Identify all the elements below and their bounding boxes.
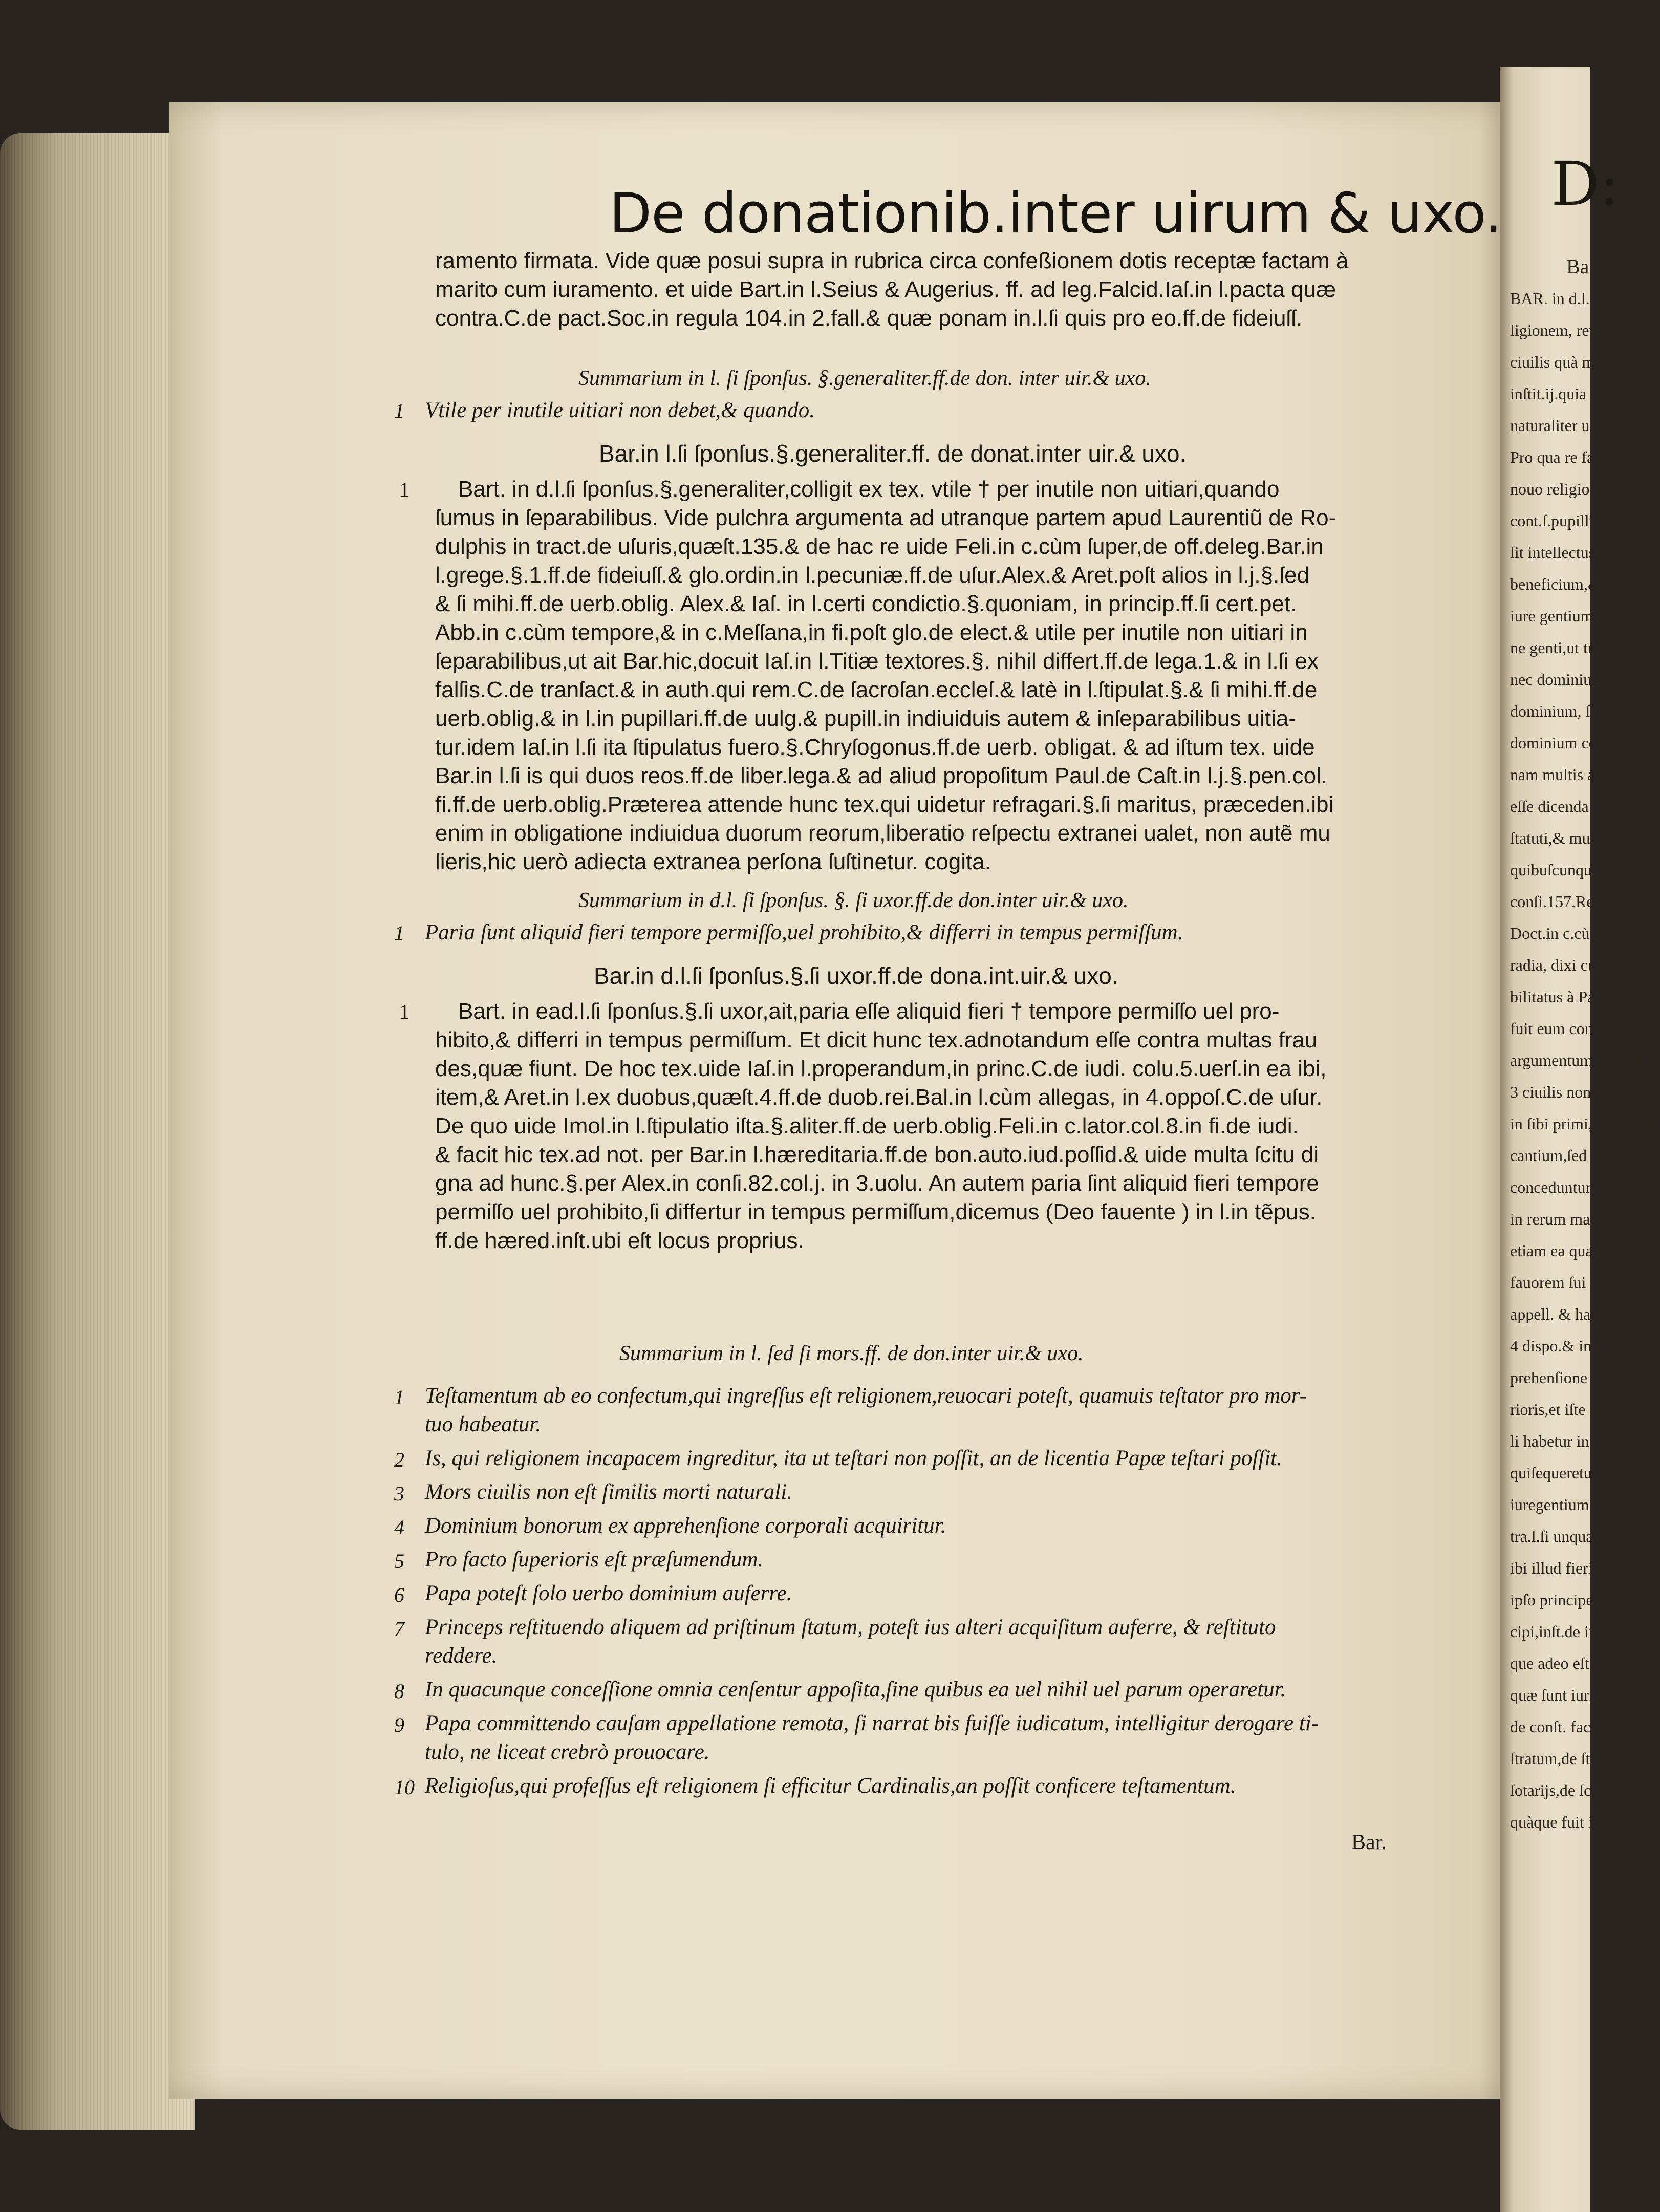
facing-page-line: bilitatus à Papa,con — [1510, 987, 1638, 1006]
facing-page-line: fuit eum condidiſſe. — [1510, 1019, 1639, 1038]
body-line: l.grege.§.1.ff.de fideiuſſ.& glo.ordin.in l.pecuniæ.ff.de uſur.Alex.& Aret.poſt alios in l.j.§.ſed — [435, 563, 1310, 588]
facing-page-line: Doct.in c.cùm ad m — [1510, 924, 1639, 942]
facing-page-line: cont.ſ.pupillum pro — [1510, 511, 1636, 530]
running-head: De donationib.inter uirum & uxo. — [609, 182, 1502, 246]
facing-page-line: inſtit.ij.quia religioſu — [1510, 384, 1646, 403]
facing-page-line: conſi.157.Reuerend — [1510, 892, 1639, 911]
summary-number: 1 — [394, 1386, 404, 1409]
body-number: 1 — [399, 1000, 409, 1023]
facing-page-line: li habetur in l.G — [1510, 1432, 1614, 1450]
body-line: De quo uide Imol.in l.ſtipulatio iſta.§.aliter.ff.de uerb.oblig.Feli.in c.lator.col.8.in fi.de iudi. — [435, 1113, 1299, 1139]
summary-number: 1 — [394, 921, 404, 944]
facing-page-line: ſotarijs,de ſchiſm. — [1510, 1781, 1625, 1799]
facing-page-line: nam multis argumentis — [1510, 765, 1660, 784]
body-line: des,quæ fiunt. De hoc tex.uide Iaſ.in l.properandum,in princ.C.de iudi. colu.5.uerſ.in ea ibi, — [435, 1056, 1327, 1081]
body-line: & ſi mihi.ff.de uerb.oblig. Alex.& Iaſ. in l.certi condictio.§.quoniam, in princip.ff.ſi cert.pet. — [435, 591, 1297, 616]
body-line: lieris,hic uerò adiecta extranea perſona ſuſtinetur. cogita. — [435, 849, 991, 874]
facing-page-line: ſtatuti,& mutandi prin — [1510, 829, 1653, 847]
facing-page-line: cipi,inſt.de iur. — [1510, 1622, 1606, 1641]
facing-page-line: dominium corporalia — [1510, 734, 1648, 752]
facing-page-line: rioris,et iſte eſt — [1510, 1400, 1606, 1419]
facing-page-line: ibi illud fieri e — [1510, 1559, 1604, 1577]
summary-item: Pro facto ſuperioris eſt præſumendum. — [425, 1548, 764, 1572]
body-line: contra.C.de pact.Soc.in regula 104.in 2.fall.& quæ ponam in.l.ſi quis pro eo.ff.de fideiuſſ. — [435, 306, 1303, 331]
body-line: Bart. in ead.l.ſi ſponſus.§.ſi uxor,ait,paria eſſe aliquid fieri † tempore permiſſo uel pro- — [458, 999, 1280, 1024]
facing-page-line: 4 dispo.& in l.cùm p — [1510, 1337, 1645, 1355]
summary-number: 2 — [394, 1448, 404, 1471]
catchword: Bar. — [1351, 1831, 1387, 1854]
facing-page-line: quiſequeretur e — [1510, 1464, 1609, 1482]
section-heading: Bar.in l.ſi ſponſus.§.generaliter.ff. de donat.inter uir.& uxo. — [599, 440, 1187, 467]
summary-item: Mors ciuilis non eſt ſimilis morti naturali. — [425, 1480, 792, 1504]
body-line: permiſſo uel prohibito,ſi differtur in tempus permiſſum,dicemus (Deo fauente ) in l.in tẽpus. — [435, 1199, 1316, 1225]
body-line: fi.ff.de uerb.oblig.Præterea attende hunc tex.qui uidetur refragari.§.ſi maritus, præceden.ibi — [435, 792, 1334, 817]
facing-page-line: cantium,ſed ita mors c — [1510, 1146, 1656, 1165]
facing-page-line: fauorem ſui poteſtatis, — [1510, 1273, 1654, 1292]
facing-page-line: argumentum ſupra a — [1510, 1051, 1642, 1069]
summary-item: Teſtamentum ab eo confectum,qui ingreſſus eſt religionem,reuocari poteſt, quamuis teſtator pro mor- — [425, 1384, 1307, 1408]
facing-page-line: dominium, ſitum non — [1510, 702, 1649, 720]
summary-item: Papa committendo cauſam appellatione remota, ſi narrat bis fuiſſe iudicatum, intelligitur derogare ti- — [425, 1711, 1319, 1735]
summary-item: In quacunque conceſſione omnia cenſentur appoſita,ſine quibus ea uel nihil uel parum operaretur. — [425, 1678, 1286, 1702]
summary-number: 6 — [394, 1583, 404, 1606]
facing-page-line: ſtratum,de ſtat.mon — [1510, 1749, 1635, 1768]
body-number: 1 — [399, 478, 409, 501]
facing-page-line: iuregentium.l. — [1510, 1495, 1602, 1514]
facing-page-line: naturaliter uiuit, poſſe — [1510, 416, 1653, 435]
body-line: tur.idem Iaſ.in l.ſi ita ſtipulatus fuero.§.Chryſogonus.ff.de uerb. obligat. & ad iſtum tex. uide — [435, 735, 1315, 760]
facing-page-line: prehenſione corp — [1510, 1368, 1621, 1387]
summary-item: tulo, ne liceat crebrò prouocare. — [425, 1740, 710, 1764]
body-line: ff.de hæred.inſt.ubi eſt locus proprius. — [435, 1228, 804, 1253]
summary-number: 4 — [394, 1516, 404, 1539]
facing-page-line: quæ ſunt iuris gent — [1510, 1686, 1633, 1704]
summary-item: reddere. — [425, 1644, 498, 1668]
facing-page-line: 3 ciuilis non eſt ſimili — [1510, 1083, 1651, 1101]
facing-page-line: ipſo principe tan — [1510, 1591, 1618, 1609]
facing-page-line: nouo religioſus poſſi — [1510, 480, 1643, 498]
summary-item: Papa poteſt ſolo uerbo dominium auferre. — [425, 1581, 792, 1605]
summary-number: 10 — [394, 1776, 415, 1799]
section-heading: Bar.in d.l.ſi ſponſus.§.ſi uxor.ff.de dona.int.uir.& uxo. — [594, 962, 1118, 989]
facing-page-line: etiam ea quæ in eius — [1510, 1241, 1644, 1260]
facing-page-line: iure gentium, princep — [1510, 607, 1651, 625]
facing-page-line: nec dominium non — [1510, 670, 1633, 689]
summary-item: Is, qui religionem incapacem ingreditur, ita ut teſtari non poſſit, an de licentia Papæ teſtari poſſit. — [425, 1446, 1282, 1470]
summary-item: Paria ſunt aliquid fieri tempore permiſſo,uel prohibito,& differri in tempus permiſſum. — [425, 920, 1183, 944]
page-edges — [0, 133, 195, 2130]
facing-page-line: de conſt. faciunt tr — [1510, 1717, 1630, 1736]
facing-page-line: ſit intellectus dicen — [1510, 543, 1635, 562]
facing-page-line: Ba — [1566, 255, 1589, 278]
summary-number: 1 — [394, 399, 404, 422]
summary-item: Vtile per inutile uitiari non debet,& quando. — [425, 398, 815, 422]
facing-page-line: eſſe dicenda ſententia — [1510, 797, 1649, 815]
summary-heading: Summarium in l. ſed ſi mors.ff. de don.inter uir.& uxo. — [619, 1342, 1084, 1365]
facing-page-line: beneficium,& hæres il — [1510, 575, 1656, 593]
facing-page-line: que adeo eſt præ — [1510, 1654, 1618, 1672]
facing-page-text — [1510, 251, 1660, 1838]
summary-number: 9 — [394, 1713, 404, 1736]
summary-item: Dominium bonorum ex apprehenſione corporali acquiritur. — [425, 1514, 946, 1538]
summary-item: Princeps reſtituendo aliquem ad priſtinum ſtatum, poteſt ius alteri acquiſitum auferre, & reſtituto — [425, 1615, 1276, 1639]
summary-number: 7 — [394, 1617, 404, 1640]
facing-page-line: radia, dixi cum facit — [1510, 956, 1642, 974]
summary-number: 3 — [394, 1482, 404, 1505]
facing-page-line: BAR. in d.l.ſed ſi — [1510, 289, 1623, 308]
summary-number: 5 — [394, 1550, 404, 1573]
summary-item: Religioſus,qui profeſſus eſt religionem ſi efficitur Cardinalis,an poſſit conficere teſtamentum. — [425, 1774, 1236, 1798]
body-line: dulphis in tract.de uſuris,quæſt.135.& de hac re uide Feli.in c.cùm ſuper,de off.deleg.Bar.in — [435, 534, 1324, 559]
facing-page-line: ligionem, reuocari po — [1510, 321, 1651, 339]
facing-page — [1500, 67, 1660, 2212]
facing-page-line: ne genti,ut traduct — [1510, 638, 1629, 657]
facing-page-line: quibuſcunque,& in q — [1510, 861, 1645, 879]
summary-item: tuo habeatur. — [425, 1412, 541, 1436]
body-line: Bar.in l.ſi is qui duos reos.ff.de liber.lega.& ad aliud propoſitum Paul.de Caſt.in l.j.§.pen.col. — [435, 763, 1328, 788]
facing-page-line: in ſibi primi,& ſecundi — [1510, 1114, 1657, 1133]
body-line: Bart. in d.l.ſi ſponſus.§.generaliter,colligit ex tex. vtile † per inutile non uitiari,quando — [458, 477, 1280, 502]
facing-page-head: D: — [1551, 148, 1620, 219]
body-line: enim in obligatione indiuidua duorum reorum,liberatio reſpectu extranei ualet, non autẽ mu — [435, 821, 1330, 846]
facing-page-line: appell. & habetur in — [1510, 1305, 1641, 1323]
summary-heading: Summarium in l. ſi ſponſus. §.generaliter.ff.de don. inter uir.& uxo. — [578, 367, 1151, 390]
body-line: marito cum iuramento. et uide Bart.in l.Seius & Augerius. ff. ad leg.Falcid.Iaſ.in l.pacta quæ — [435, 277, 1336, 302]
body-line: hibito,& differri in tempus permiſſum. Et dicit hunc tex.adnotandum eſſe contra multas frau — [435, 1027, 1318, 1053]
summary-heading: Summarium in d.l. ſi ſponſus. §. ſi uxor.ff.de don.inter uir.& uxo. — [578, 889, 1129, 912]
body-line: uerb.oblig.& in l.in pupillari.ff.de uulg.& pupill.in indiuiduis autem & inſeparabilibus uitia- — [435, 706, 1296, 731]
facing-page-line: Pro qua re facit,quod — [1510, 448, 1648, 466]
body-line: Abb.in c.cùm tempore,& in c.Meſſana,in fi.poſt glo.de elect.& utile per inutile non uitiari in — [435, 620, 1308, 645]
facing-page-line: in rerum magiſtra.c — [1510, 1210, 1636, 1228]
body-line: falſis.C.de tranſact.& in auth.qui rem.C.de ſacroſan.eccleſ.& latè in l.ſtipulat.§.& ſi mihi.ff.de — [435, 677, 1318, 702]
body-line: ſeparabilibus,ut ait Bar.hic,docuit Iaſ.in l.Titiæ textores.§. nihil differt.ff.de lega.1.& in l.ſi ex — [435, 649, 1319, 674]
facing-page-line: tra.l.ſi unquam. — [1510, 1527, 1610, 1545]
facing-page-line: conceduntur; immo n — [1510, 1178, 1650, 1196]
body-line: gna ad hunc.§.per Alex.in conſi.82.col.j. in 3.uolu. An autem paria ſint aliquid fieri tempore — [435, 1171, 1319, 1196]
body-line: item,& Aret.in l.ex duobus,quæſt.4.ff.de duob.rei.Bal.in l.cùm allegas, in 4.oppoſ.C.de uſur. — [435, 1085, 1323, 1110]
facing-page-line: ciuilis quà mulier.C. — [1510, 353, 1643, 371]
body-line: ſumus in ſeparabilibus. Vide pulchra argumenta ad utranque partem apud Laurentiũ de Ro- — [435, 505, 1336, 530]
facing-page-line: quàque fuit ius alt — [1510, 1813, 1628, 1831]
body-line: ramento firmata. Vide quæ posui supra in rubrica circa confeßionem dotis receptæ factam à — [435, 248, 1349, 273]
body-line: & facit hic tex.ad not. per Bar.in l.hæreditaria.ff.de bon.auto.iud.poſſid.& uide multa ſcitu di — [435, 1142, 1319, 1167]
summary-number: 8 — [394, 1680, 404, 1703]
